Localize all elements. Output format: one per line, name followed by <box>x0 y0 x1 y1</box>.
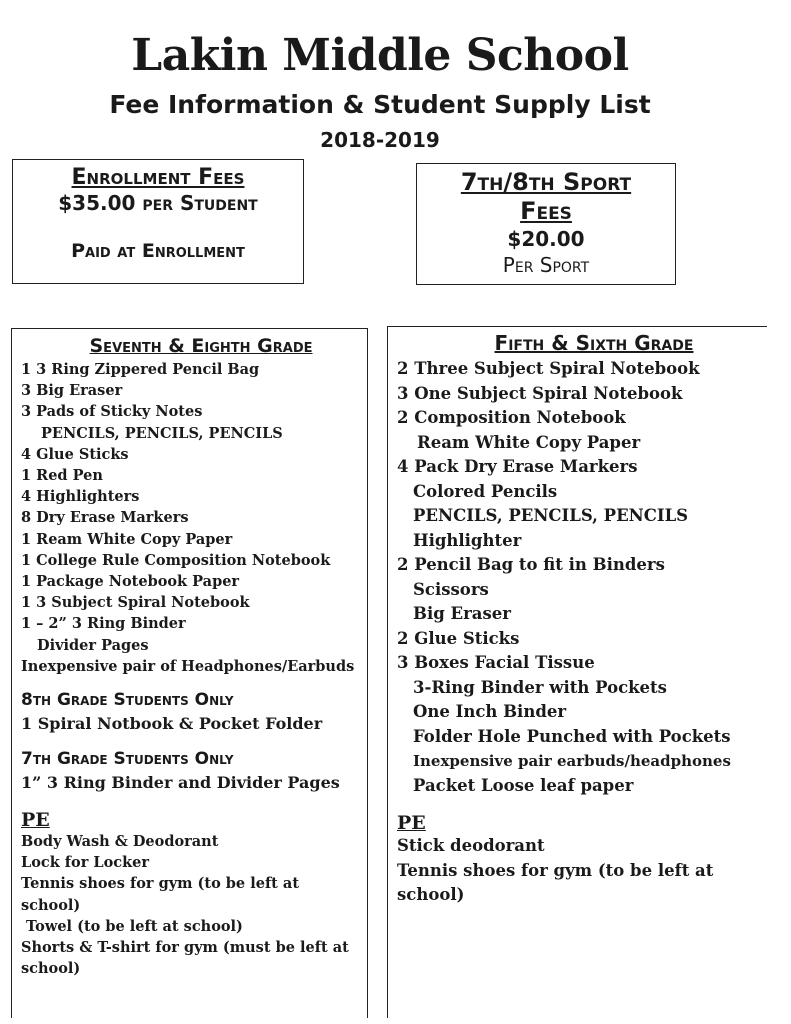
list-item: 1 College Rule Composition Notebook <box>21 551 331 569</box>
pe-item: Stick deodorant <box>397 836 545 855</box>
pe-heading: PE <box>397 812 426 834</box>
pe-item: Tennis shoes for gym (to be left at school) <box>21 875 300 914</box>
pe-item: Tennis shoes for gym (to be left at school) <box>397 860 714 904</box>
pe-item: Lock for Locker <box>21 854 149 872</box>
fifth-sixth-grade-column <box>387 326 767 1018</box>
seventh-grade-item: 1” 3 Ring Binder and Divider Pages <box>21 773 340 793</box>
list-item: 2 Pencil Bag to fit in Binders <box>397 555 665 574</box>
list-item: 1 – 2” 3 Ring Binder <box>21 615 186 633</box>
enrollment-fees-heading: Enrollment Fees <box>71 165 245 190</box>
pe-item: Towel (to be left at school) <box>21 917 243 935</box>
pe-item: Shorts & T-shirt for gym (must be left at school) <box>21 939 349 978</box>
list-item: Scissors <box>413 579 489 599</box>
school-year: 2018-2019 <box>320 128 440 152</box>
list-item: 1 3 Subject Spiral Notebook <box>21 594 250 612</box>
sport-fees-box <box>416 163 676 285</box>
list-item: 4 Highlighters <box>21 488 140 506</box>
list-item: 2 Three Subject Spiral Notebook <box>397 359 700 378</box>
list-item: Inexpensive pair of Headphones/Earbuds <box>21 657 355 675</box>
list-item: Colored Pencils <box>413 481 558 501</box>
sport-fee-amount: $20.00 <box>507 227 585 251</box>
list-item: 4 Pack Dry Erase Markers <box>397 457 638 476</box>
enrollment-fee-amount: $35.00 per Student <box>58 191 258 215</box>
seventh-eighth-grade-heading: Seventh & Eighth Grade <box>89 335 313 357</box>
list-item: 2 Composition Notebook <box>397 408 626 427</box>
seventh-grade-only-heading: 7th Grade Students Only <box>21 749 234 770</box>
list-item: 8 Dry Erase Markers <box>21 509 189 527</box>
sport-fees-heading-line1: 7th/8th Sport <box>460 168 632 196</box>
list-item: Divider Pages <box>37 636 149 654</box>
list-item: 3-Ring Binder with Pockets <box>413 677 667 697</box>
seventh-eighth-grade-column <box>11 328 368 1018</box>
list-item: 2 Glue Sticks <box>397 628 520 648</box>
enrollment-fee-note: Paid at Enrollment <box>71 240 245 262</box>
page-title: Lakin Middle School <box>131 30 629 81</box>
page-subtitle: Fee Information & Student Supply List <box>109 90 651 119</box>
list-item: 1 3 Ring Zippered Pencil Bag <box>21 361 260 378</box>
list-item: PENCILS, PENCILS, PENCILS <box>41 424 283 442</box>
eighth-grade-item: 1 Spiral Notbook & Pocket Folder <box>21 714 323 734</box>
enrollment-fees-box <box>12 159 304 284</box>
list-item: 3 Big Eraser <box>21 382 123 400</box>
list-item: Folder Hole Punched with Pockets <box>413 726 731 746</box>
list-item: 3 Pads of Sticky Notes <box>21 403 203 421</box>
list-item: 1 Ream White Copy Paper <box>21 530 233 548</box>
list-item: 3 One Subject Spiral Notebook <box>397 383 683 403</box>
list-item: PENCILS, PENCILS, PENCILS <box>413 506 689 525</box>
list-item: 1 Package Notebook Paper <box>21 573 240 591</box>
pe-heading: PE <box>21 809 50 832</box>
list-item: Inexpensive pair earbuds/headphones <box>413 752 731 770</box>
sport-fee-note: Per Sport <box>502 253 590 277</box>
list-item: 4 Glue Sticks <box>21 445 129 463</box>
pe-item: Body Wash & Deodorant <box>21 833 219 851</box>
list-item: Packet Loose leaf paper <box>413 775 634 795</box>
fifth-sixth-grade-heading: Fifth & Sixth Grade <box>494 331 694 355</box>
list-item: Highlighter <box>413 530 522 550</box>
eighth-grade-only-heading: 8th Grade Students Only <box>21 690 234 711</box>
list-item: Big Eraser <box>413 604 511 623</box>
sport-fees-heading-line2: Fees <box>520 197 572 225</box>
list-item: 1 Red Pen <box>21 467 103 485</box>
list-item: 3 Boxes Facial Tissue <box>397 653 595 672</box>
list-item: One Inch Binder <box>413 702 567 721</box>
list-item: Ream White Copy Paper <box>417 432 641 452</box>
